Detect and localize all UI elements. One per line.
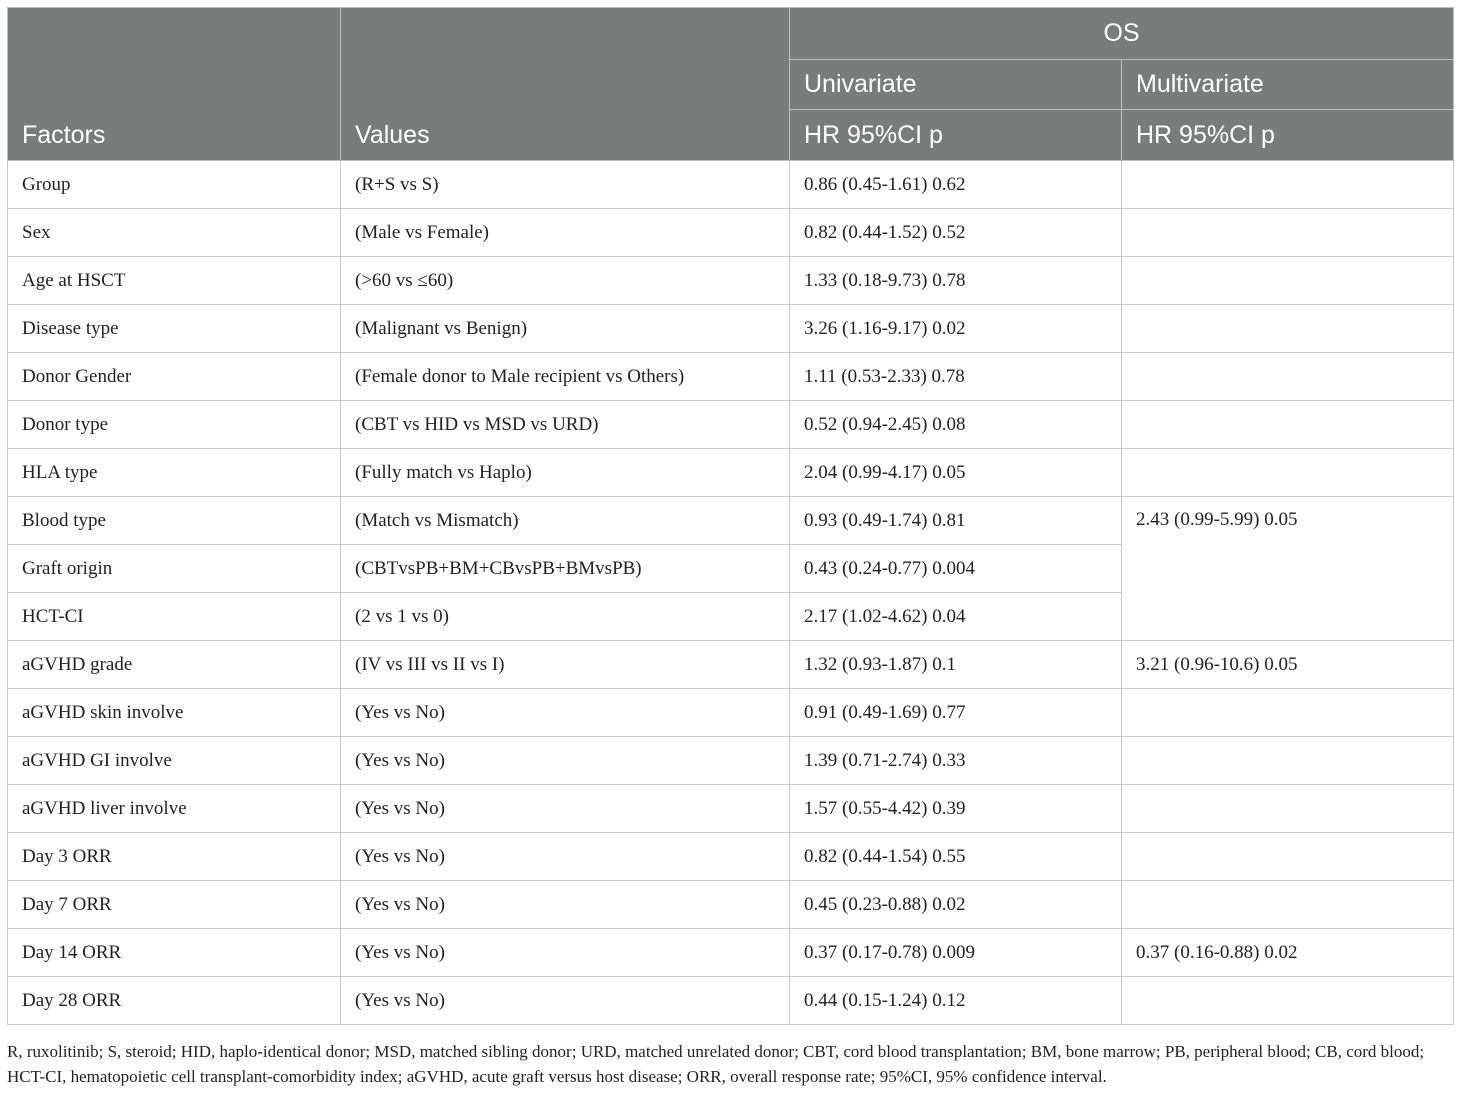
factor-cell: Day 7 ORR [8,881,341,929]
header-factors: Factors [8,8,341,161]
factor-cell: aGVHD grade [8,641,341,689]
factor-cell: HLA type [8,449,341,497]
univariate-cell: 0.37 (0.17-0.78) 0.009 [790,929,1122,977]
factor-cell: Blood type [8,497,341,545]
values-cell: (2 vs 1 vs 0) [341,593,790,641]
header-row-1 [8,8,1454,60]
univariate-cell: 0.82 (0.44-1.52) 0.52 [790,209,1122,257]
multivariate-cell [1122,689,1454,737]
values-cell: (CBTvsPB+BM+CBvsPB+BMvsPB) [341,545,790,593]
univariate-cell: 0.86 (0.45-1.61) 0.62 [790,161,1122,209]
header-multivariate-stats: HR 95%CI p [1122,110,1454,161]
univariate-cell: 1.33 (0.18-9.73) 0.78 [790,257,1122,305]
multivariate-cell [1122,353,1454,401]
univariate-cell: 0.93 (0.49-1.74) 0.81 [790,497,1122,545]
multivariate-cell [1122,977,1454,1025]
values-cell: (R+S vs S) [341,161,790,209]
values-cell: (Yes vs No) [341,689,790,737]
univariate-cell: 1.57 (0.55-4.42) 0.39 [790,785,1122,833]
multivariate-cell [1122,209,1454,257]
factor-cell: Age at HSCT [8,257,341,305]
multivariate-cell [1122,737,1454,785]
values-cell: (Malignant vs Benign) [341,305,790,353]
table-row [8,449,1454,497]
univariate-cell: 1.11 (0.53-2.33) 0.78 [790,353,1122,401]
table-row [8,929,1454,977]
table-row [8,785,1454,833]
values-cell: (Male vs Female) [341,209,790,257]
univariate-cell: 0.52 (0.94-2.45) 0.08 [790,401,1122,449]
table-footnote: R, ruxolitinib; S, steroid; HID, haplo-identical donor; MSD, matched sibling donor; URD, matched unrelated donor; CBT, cord blood transplantation; BM, bone marrow; PB, peripheral blood; CB, cord blood; HCT-CI, hematopoietic cell transplant-comorbidity index; aGVHD, acute graft versus host disease; ORR, overall response rate; 95%CI, 95% confidence interval. [7,1042,1425,1086]
header-univariate: Univariate [790,60,1122,110]
table-body [8,161,1454,1025]
table-row [8,401,1454,449]
multivariate-cell [1122,785,1454,833]
multivariate-cell [1122,449,1454,497]
values-cell: (Yes vs No) [341,977,790,1025]
table-row [8,161,1454,209]
values-cell: (Yes vs No) [341,785,790,833]
header-os: OS [790,8,1454,60]
table-row [8,689,1454,737]
table-row [8,257,1454,305]
header-univariate-stats: HR 95%CI p [790,110,1122,161]
table-row [8,977,1454,1025]
header-values: Values [341,8,790,161]
multivariate-cell [1122,401,1454,449]
multivariate-cell [1122,833,1454,881]
values-cell: (Fully match vs Haplo) [341,449,790,497]
factor-cell: HCT-CI [8,593,341,641]
multivariate-cell [1122,161,1454,209]
univariate-cell: 0.91 (0.49-1.69) 0.77 [790,689,1122,737]
values-cell: (Match vs Mismatch) [341,497,790,545]
univariate-cell: 3.26 (1.16-9.17) 0.02 [790,305,1122,353]
univariate-cell: 0.82 (0.44-1.54) 0.55 [790,833,1122,881]
os-analysis-table [7,7,1454,1025]
table-row [8,305,1454,353]
header-multivariate: Multivariate [1122,60,1454,110]
multivariate-cell [1122,305,1454,353]
table-row [8,737,1454,785]
multivariate-cell: 2.43 (0.99-5.99) 0.05 [1122,497,1454,641]
factor-cell: Donor type [8,401,341,449]
multivariate-cell: 0.37 (0.16-0.88) 0.02 [1122,929,1454,977]
univariate-cell: 0.45 (0.23-0.88) 0.02 [790,881,1122,929]
multivariate-cell [1122,881,1454,929]
factor-cell: Disease type [8,305,341,353]
values-cell: (IV vs III vs II vs I) [341,641,790,689]
table-row [8,353,1454,401]
univariate-cell: 1.32 (0.93-1.87) 0.1 [790,641,1122,689]
factor-cell: Day 28 ORR [8,977,341,1025]
factor-cell: Group [8,161,341,209]
factor-cell: Graft origin [8,545,341,593]
factor-cell: aGVHD skin involve [8,689,341,737]
values-cell: (Yes vs No) [341,737,790,785]
table-row [8,641,1454,689]
values-cell: (Female donor to Male recipient vs Others) [341,353,790,401]
univariate-cell: 0.43 (0.24-0.77) 0.004 [790,545,1122,593]
table-row [8,881,1454,929]
values-cell: (Yes vs No) [341,929,790,977]
factor-cell: Donor Gender [8,353,341,401]
values-cell: (>60 vs ≤60) [341,257,790,305]
table-row [8,209,1454,257]
univariate-cell: 0.44 (0.15-1.24) 0.12 [790,977,1122,1025]
univariate-cell: 2.17 (1.02-4.62) 0.04 [790,593,1122,641]
factor-cell: aGVHD liver involve [8,785,341,833]
factor-cell: Day 3 ORR [8,833,341,881]
multivariate-cell [1122,257,1454,305]
values-cell: (Yes vs No) [341,833,790,881]
values-cell: (CBT vs HID vs MSD vs URD) [341,401,790,449]
multivariate-cell: 3.21 (0.96-10.6) 0.05 [1122,641,1454,689]
factor-cell: Sex [8,209,341,257]
results-table-container [7,7,1453,1025]
table-row [8,833,1454,881]
factor-cell: aGVHD GI involve [8,737,341,785]
univariate-cell: 1.39 (0.71-2.74) 0.33 [790,737,1122,785]
table-row [8,497,1454,545]
factor-cell: Day 14 ORR [8,929,341,977]
table-header [8,8,1454,161]
univariate-cell: 2.04 (0.99-4.17) 0.05 [790,449,1122,497]
values-cell: (Yes vs No) [341,881,790,929]
